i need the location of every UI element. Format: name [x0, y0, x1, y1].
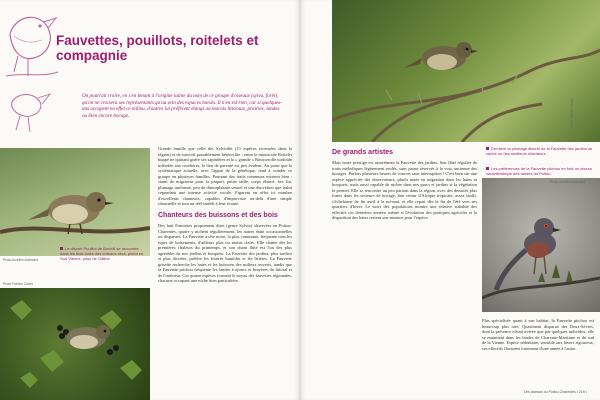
caption-mid-text: Les préférences de la Fauvette pitchou en font un oiseau caractéristique des landes du Poitou.	[486, 166, 592, 176]
caption-mid	[486, 166, 594, 176]
intro-paragraph: Grande famille que celle des Sylviidés (13 espèces recensées dans la région) et de surcroît passablement hétéroclite : entre le minuscule Roitelet huppé ne quittant guère ses sapinières et la « grande » Rousserolle turdoïde inféodée aux roselières, le lien de parenté est peu évident. Au point que la systématique actuelle, avec l'appui de la génétique, tend à scinder ce groupe en plusieurs familles. Pourtant des traits communs existent bien : statut de migrateur pour la plupart, petite taille, corps élancé, bec fin, plumage uniforme, peu de dimorphisme sexuel et une discrétion que trahit cependant une intense activité vocale. Figurent en effet ici nombre d'excellents chanteurs, capables d'improviser au-delà d'une simple ritournelle et tout un réel intérêt à leur écoute.	[158, 146, 292, 207]
top-photo-credit: Photo Fabrice Cahez	[570, 98, 574, 128]
top-warbler-photo	[332, 0, 600, 142]
right-page	[300, 0, 600, 400]
caption-top-text: Dernière la plumage discret de la Fauvette des jardins se cache un des meilleurs chanteurs.	[486, 146, 593, 156]
buissons-paragraph: Des huit Fauvettes proprement dites (genre Sylvia) observées en Poitou-Charentes, quatre y nichent régulièrement, les autres étant occasionnelles ou disparues. La Fauvette à tête noire, la plus commune, fréquente tous les types de boisements, d'ailleurs plus ou moins clairs. Elle chante dès les premières chaleurs du printemps, et son chant flûté est l'un des plus agréables de nos jardins et bosquets. La Fauvette des jardins, plus tardive et plus discrète, préfère les fourrés humides et les lisières. La Fauvette grisette recherche les haies et les buissons des milieux ouverts, tandis que la Fauvette pitchou fréquente les landes à ajoncs et bruyères du littoral et de l'intérieur. Ces quatre espèces forment le noyau des fauvettes régionales, chacune occupant une niche bien particulière.	[158, 223, 292, 284]
text-column	[158, 146, 292, 284]
pitchou-paragraph: Plus spécialisée quant à son habitat, la Fauvette pitchou est beaucoup plus rare. Quasiment disparue des Deux-Sèvres, dont la présence n'était avérée que par quelques individus, elle se maintient dans les landes de Charente-Maritime et du sud de la Vienne. Espèce sédentaire, sensible aux hivers rigoureux, ses effectifs fluctuent fortement d'une année à l'autre.	[482, 318, 594, 351]
section-heading-2: De grands artistes	[332, 149, 394, 156]
caption-bullet-icon	[486, 147, 489, 150]
caption-top	[486, 146, 594, 156]
artistes-column	[332, 146, 477, 221]
pitchou-photo	[482, 178, 600, 312]
right-photo-credit: Photo Aurélien Audevard	[550, 180, 586, 184]
warbler-photo	[0, 148, 150, 256]
section-heading: Chanteurs des buissons et des bois	[158, 212, 278, 220]
photo-credit-2: Photo Fabrice Cahez	[3, 282, 33, 286]
pitchou-column	[482, 318, 594, 351]
bird-sketch-icon	[4, 6, 60, 134]
photo-caption	[60, 246, 148, 261]
page-footer: Les oiseaux du Poitou-Charentes • 219 •	[524, 390, 587, 394]
artistes-paragraph: Mais notre prestige est assurément la Fauvette des jardins. Son flûté régulier de traits mélodiques légèrement roulés, sans pause réservés à la voix ancienne des bocages. Parfois plusieurs heures de concert sans interruption ! C'est bien sûr une espèce appréciée des observateurs, plutôt notée en migration dans les haies et bosquets, mais aussi capable de nicher dans nos parcs et jardins si la végétation le permet. Elle se rencontre un peu partout dans la région, avec des densités plus fortes dans les secteurs de bocage. Son retour d'Afrique tropicale, assez tardif, s'échelonne de fin avril à la mi-mai, et elle repart dès la fin de l'été vers ses quartiers d'hiver. Le suivi des populations montre une relative stabilité des effectifs ces dernières années, même si l'évolution des pratiques agricoles et la disparition des haies restent une menace pour l'espèce.	[332, 160, 477, 221]
lead-paragraph: On pourrait croire, en s'en tenant à l'origine latine du nom de ce groupe d'oiseaux (sylva, forêt), qu'on ne croisera ses représentants qu'au sein des espaces boisés. Il n'en est rien, car si quelques-uns occupent en effet ce milieu, d'autres lui préfèrent étangs ou marais littoraux, prairies, landes ou bien encore bocage.	[82, 93, 282, 119]
page-title: Fauvettes, pouillots, roitelets et compagnie	[56, 33, 259, 63]
caption-bullet-icon	[60, 247, 63, 250]
caption-bullet-icon	[486, 167, 489, 170]
ivy-bird-photo	[0, 288, 150, 400]
caption-text: Le discret Pouillot de Bonelli se rencontre dans les bois clairs des coteaux secs, plutôt en Sud Vienne, pays de Gâtine.	[60, 246, 144, 261]
photo-credit: Photo Aurélien Audevard	[3, 258, 39, 262]
